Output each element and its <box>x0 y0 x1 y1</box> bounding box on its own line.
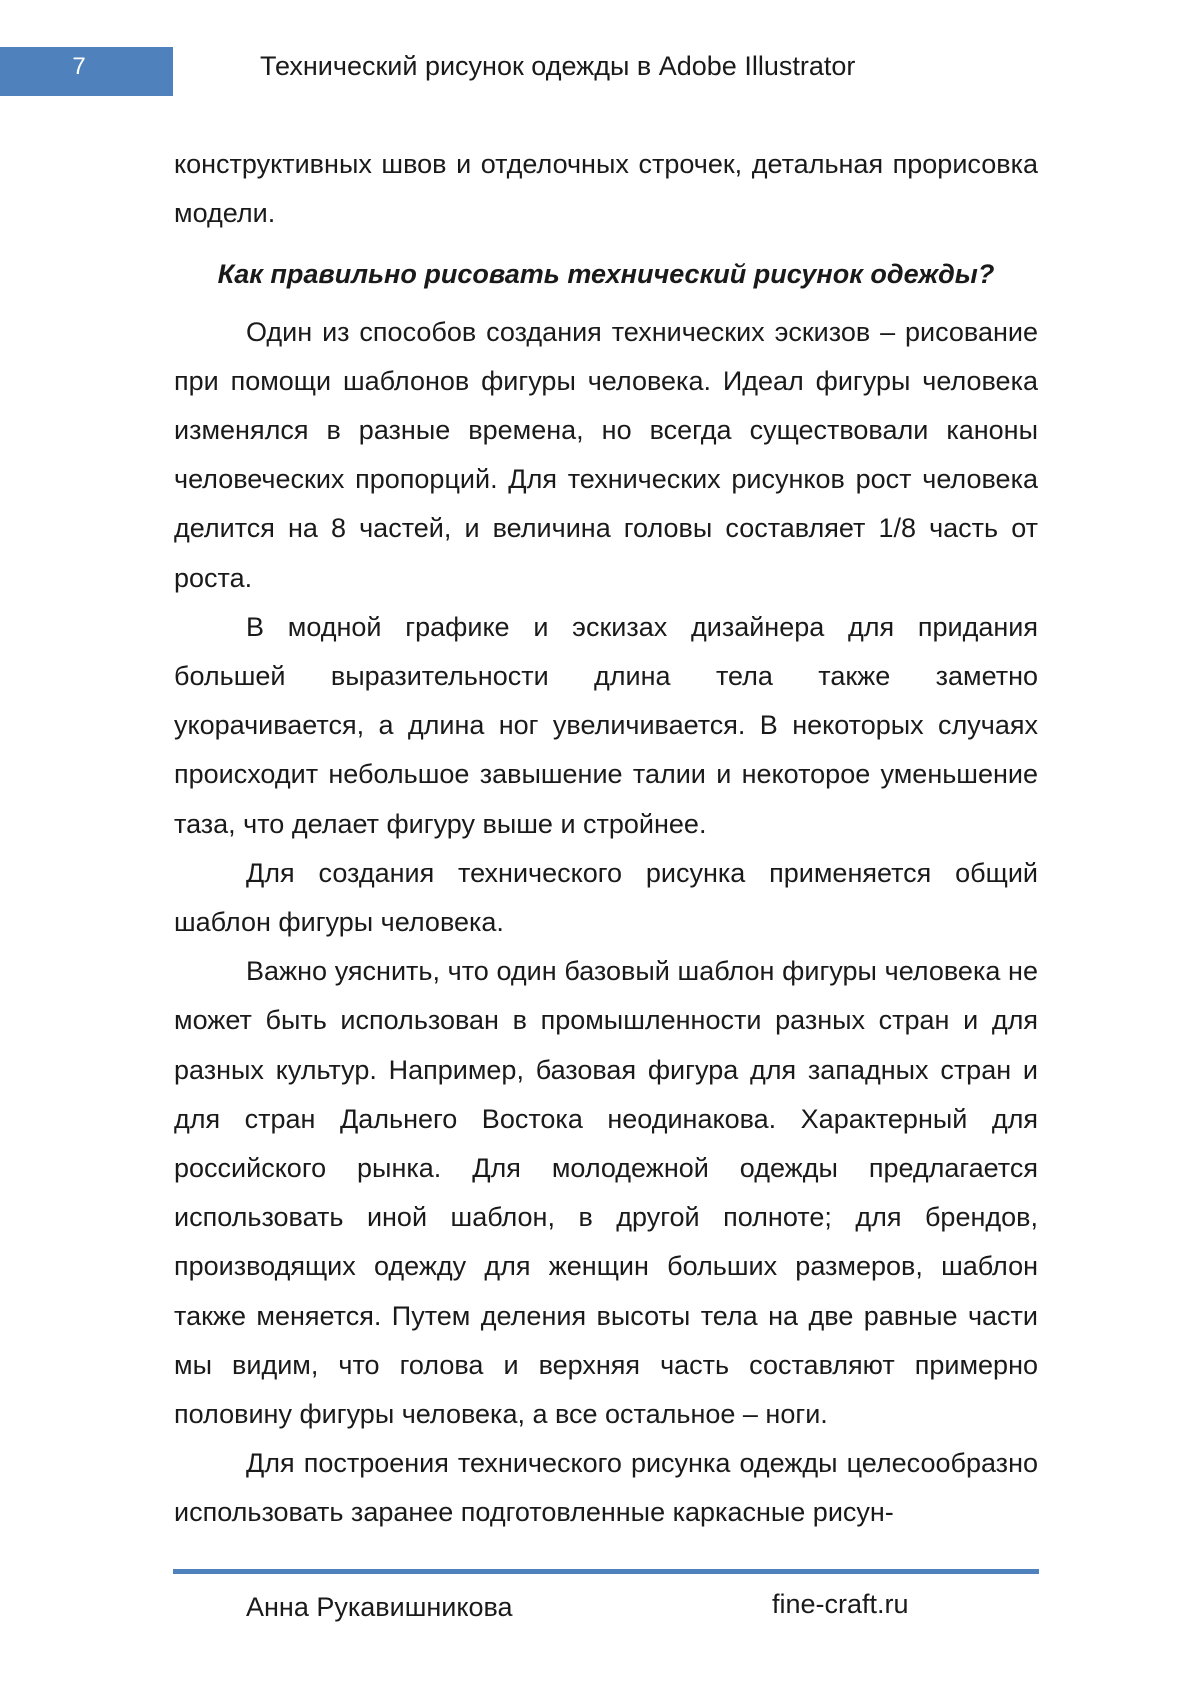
page-number: 7 <box>72 53 86 80</box>
footer-site-link: fine-craft.ru <box>772 1589 909 1619</box>
footer-rule <box>173 1569 1039 1574</box>
paragraph-5: Для построения технического рисунка одежды целесообразно использовать заранее подготовленные каркасные рисун- <box>174 1448 1038 1528</box>
body-text <box>174 140 1038 1538</box>
section-heading: Как правильно рисовать технический рисунок одежды? <box>217 259 995 290</box>
paragraph-3: Для создания технического рисунка применяется общий шаблон фигуры человека. <box>174 857 1038 938</box>
footer-author: Анна Рукавишникова <box>246 1592 513 1622</box>
paragraph-1: Один из способов создания технических эскизов – рисование при помощи шаблонов фигуры человека. Идеал фигуры человека изменялся в разные времена, но всегда существовали каноны человеческих пропорций. Для технических рисунков рост человека делится на 8 частей, и величина головы составляет 1/8 часть от роста. <box>174 316 1038 593</box>
paragraph-4: Важно уяснить, что один базовый шаблон фигуры человека не может быть использован в промышленности разных стран и для разных культур. Например, базовая фигура для западных стран и для стран Дальнего Востока неодинакова. Характерный для российского рынка. Для молодежной одежды предлагается использовать иной шаблон, в другой полноте; для брендов, производящих одежду для женщин больших размеров, шаблон также меняется. Путем деления высоты тела на две равные части мы видим, что голова и верхняя часть составляют примерно половину фигуры человека, а все остальное – ноги. <box>174 956 1038 1430</box>
paragraph-2: В модной графике и эскизах дизайнера для придания большей выразительности длина тела также заметно укорачивается, а длина ног увеличивается. В некоторых случаях происходит небольшое завышение талии и некоторое уменьшение таза, что делает фигуру выше и стройнее. <box>174 611 1038 839</box>
page-number-tab <box>0 47 173 96</box>
header-title: Технический рисунок одежды в Adobe Illustrator <box>260 51 856 81</box>
continuation-paragraph: конструктивных швов и отделочных строчек, детальная прорисовка модели. <box>174 149 1038 229</box>
